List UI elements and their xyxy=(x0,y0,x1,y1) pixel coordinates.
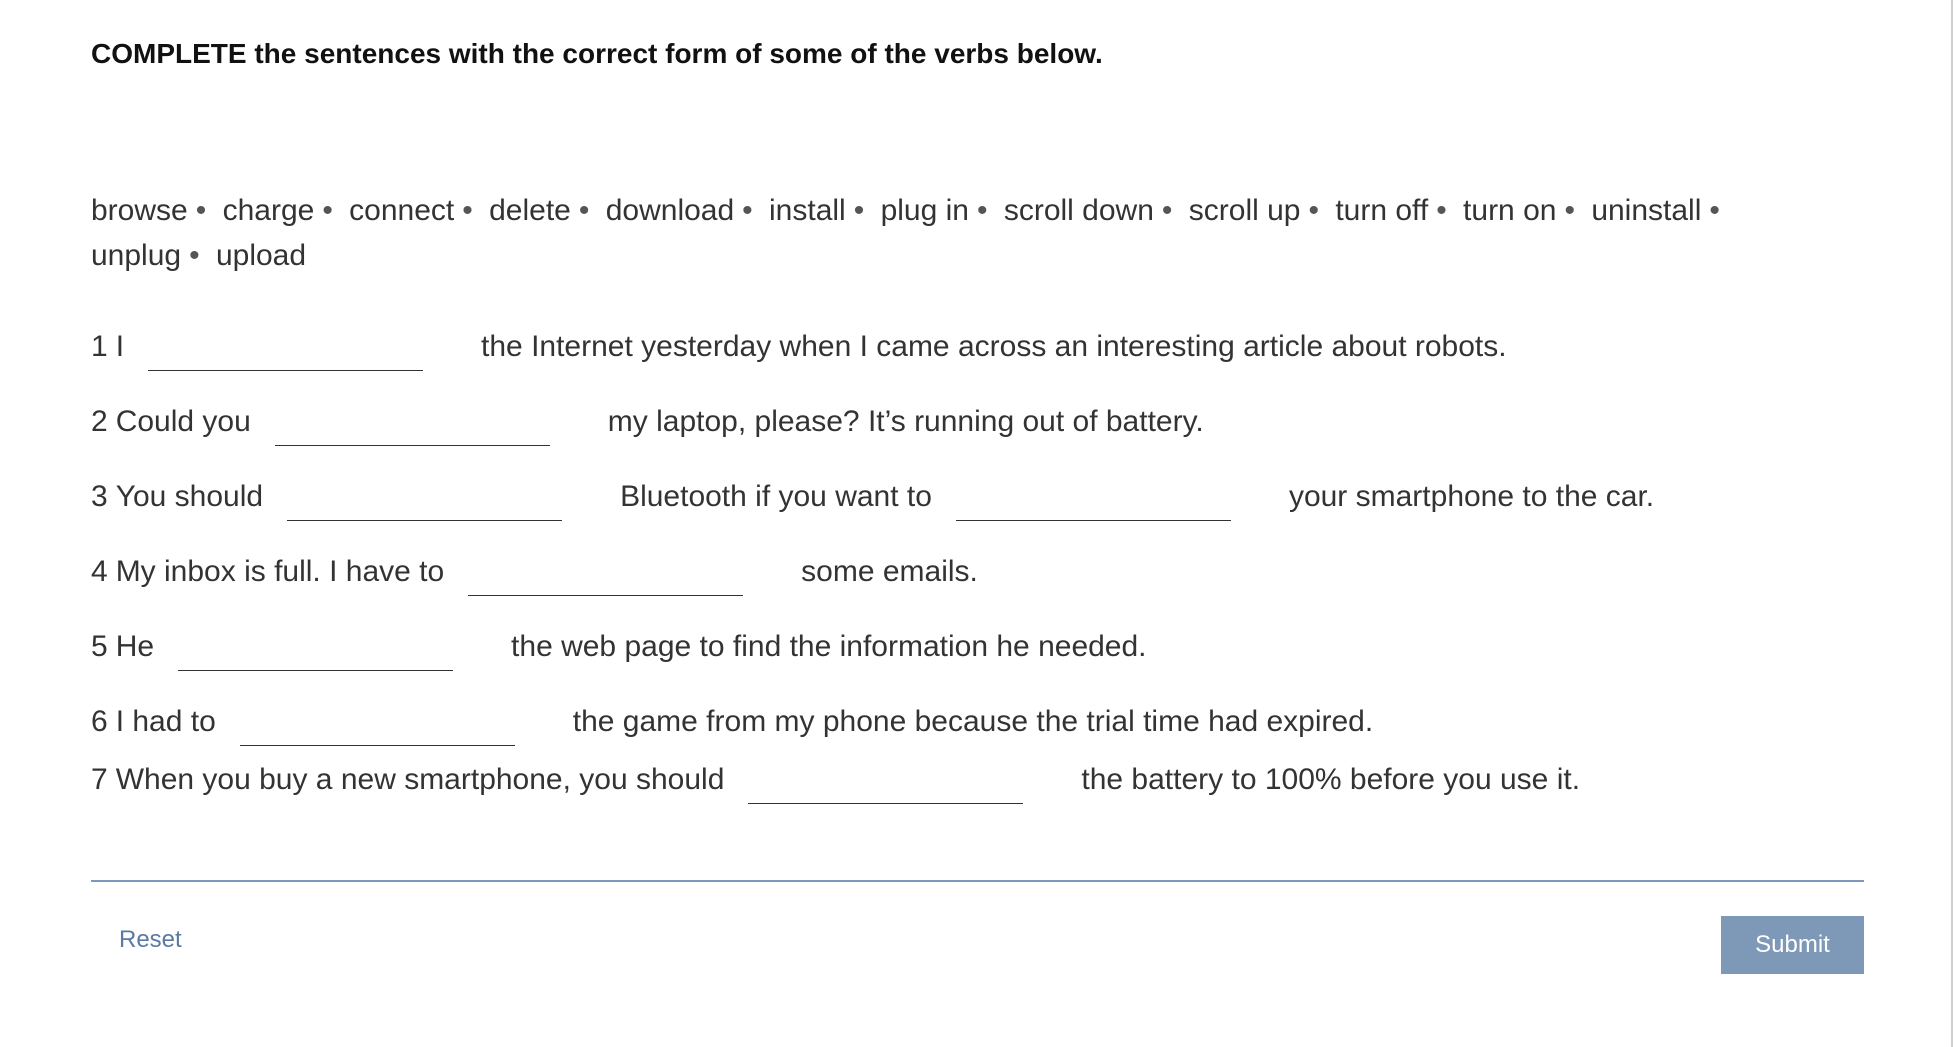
word-bank-item: connect xyxy=(349,194,455,227)
word-bank-item: uninstall xyxy=(1591,194,1702,227)
word-separator: • xyxy=(1161,194,1173,227)
word-separator: • xyxy=(742,194,753,227)
sentence-text: the battery to 100% before you use it. xyxy=(1081,763,1581,796)
answer-blank-input[interactable] xyxy=(240,705,515,746)
word-bank-item: browse xyxy=(91,194,188,227)
word-bank-item: charge xyxy=(222,194,315,227)
sentence-text: He xyxy=(115,630,155,663)
word-separator: • xyxy=(1709,194,1720,227)
sentence-number: 1 xyxy=(91,330,108,363)
sentence-3 xyxy=(91,480,1654,521)
sentence-7 xyxy=(91,763,1580,804)
sentence-number: 3 xyxy=(91,480,108,513)
answer-blank-input[interactable] xyxy=(748,763,1023,804)
submit-button[interactable]: Submit xyxy=(1721,916,1864,974)
word-bank-item: unplug xyxy=(91,239,182,272)
word-separator: • xyxy=(195,194,207,227)
sentence-text: the web page to find the information he needed. xyxy=(511,630,1147,663)
sentence-text: My inbox is full. I have to xyxy=(115,555,445,588)
instruction-heading: COMPLETE the sentences with the correct form of some of the verbs below. xyxy=(91,38,1103,69)
word-bank-item: scroll down xyxy=(1003,194,1154,227)
exercise-container xyxy=(91,0,1864,1047)
word-bank-item: scroll up xyxy=(1188,194,1301,227)
word-separator: • xyxy=(853,194,865,227)
word-bank xyxy=(91,188,1851,278)
sentence-4 xyxy=(91,555,978,596)
answer-blank-input[interactable] xyxy=(287,480,562,521)
word-bank-item: turn on xyxy=(1463,194,1557,227)
sentence-text: the Internet yesterday when I came across an interesting article about robots. xyxy=(481,330,1507,363)
answer-blank-input[interactable] xyxy=(956,480,1231,521)
word-bank-item: plug in xyxy=(880,194,969,227)
sentence-number: 7 xyxy=(91,763,108,796)
word-separator: • xyxy=(462,194,473,227)
answer-blank-input[interactable] xyxy=(148,330,423,371)
word-separator: • xyxy=(322,194,333,227)
sentence-text: my laptop, please? It’s running out of battery. xyxy=(607,405,1204,438)
sentence-text: You should xyxy=(115,480,264,513)
word-bank-item: upload xyxy=(215,239,307,272)
sentence-5 xyxy=(91,630,1147,671)
sentence-text: I xyxy=(115,330,125,363)
sentence-text: Bluetooth if you want to xyxy=(620,480,932,513)
sentence-number: 6 xyxy=(91,705,108,738)
word-separator: • xyxy=(976,194,988,227)
sentence-text: the game from my phone because the trial time had expired. xyxy=(572,705,1374,738)
word-separator: • xyxy=(1436,194,1447,227)
word-bank-item: download xyxy=(605,194,735,227)
answer-blank-input[interactable] xyxy=(275,405,550,446)
sentence-text: Could you xyxy=(115,405,251,438)
footer-divider xyxy=(91,880,1864,882)
word-separator: • xyxy=(578,194,590,227)
sentence-number: 2 xyxy=(91,405,108,438)
word-bank-item: turn off xyxy=(1335,194,1429,227)
sentence-number: 5 xyxy=(91,630,108,663)
sentence-text: your smartphone to the car. xyxy=(1288,480,1655,513)
word-bank-item: delete xyxy=(489,194,571,227)
sentence-text: some emails. xyxy=(801,555,978,588)
answer-blank-input[interactable] xyxy=(468,555,743,596)
word-separator: • xyxy=(1564,194,1575,227)
word-bank-item: install xyxy=(769,194,846,227)
sentence-2 xyxy=(91,405,1204,446)
word-separator: • xyxy=(189,239,200,272)
sentence-text: I had to xyxy=(115,705,216,738)
word-separator: • xyxy=(1308,194,1319,227)
sentence-1 xyxy=(91,330,1507,371)
sentence-number: 4 xyxy=(91,555,108,588)
sentence-text: When you buy a new smartphone, you should xyxy=(115,763,725,796)
sentence-6 xyxy=(91,705,1373,746)
reset-button[interactable]: Reset xyxy=(119,926,182,953)
answer-blank-input[interactable] xyxy=(178,630,453,671)
